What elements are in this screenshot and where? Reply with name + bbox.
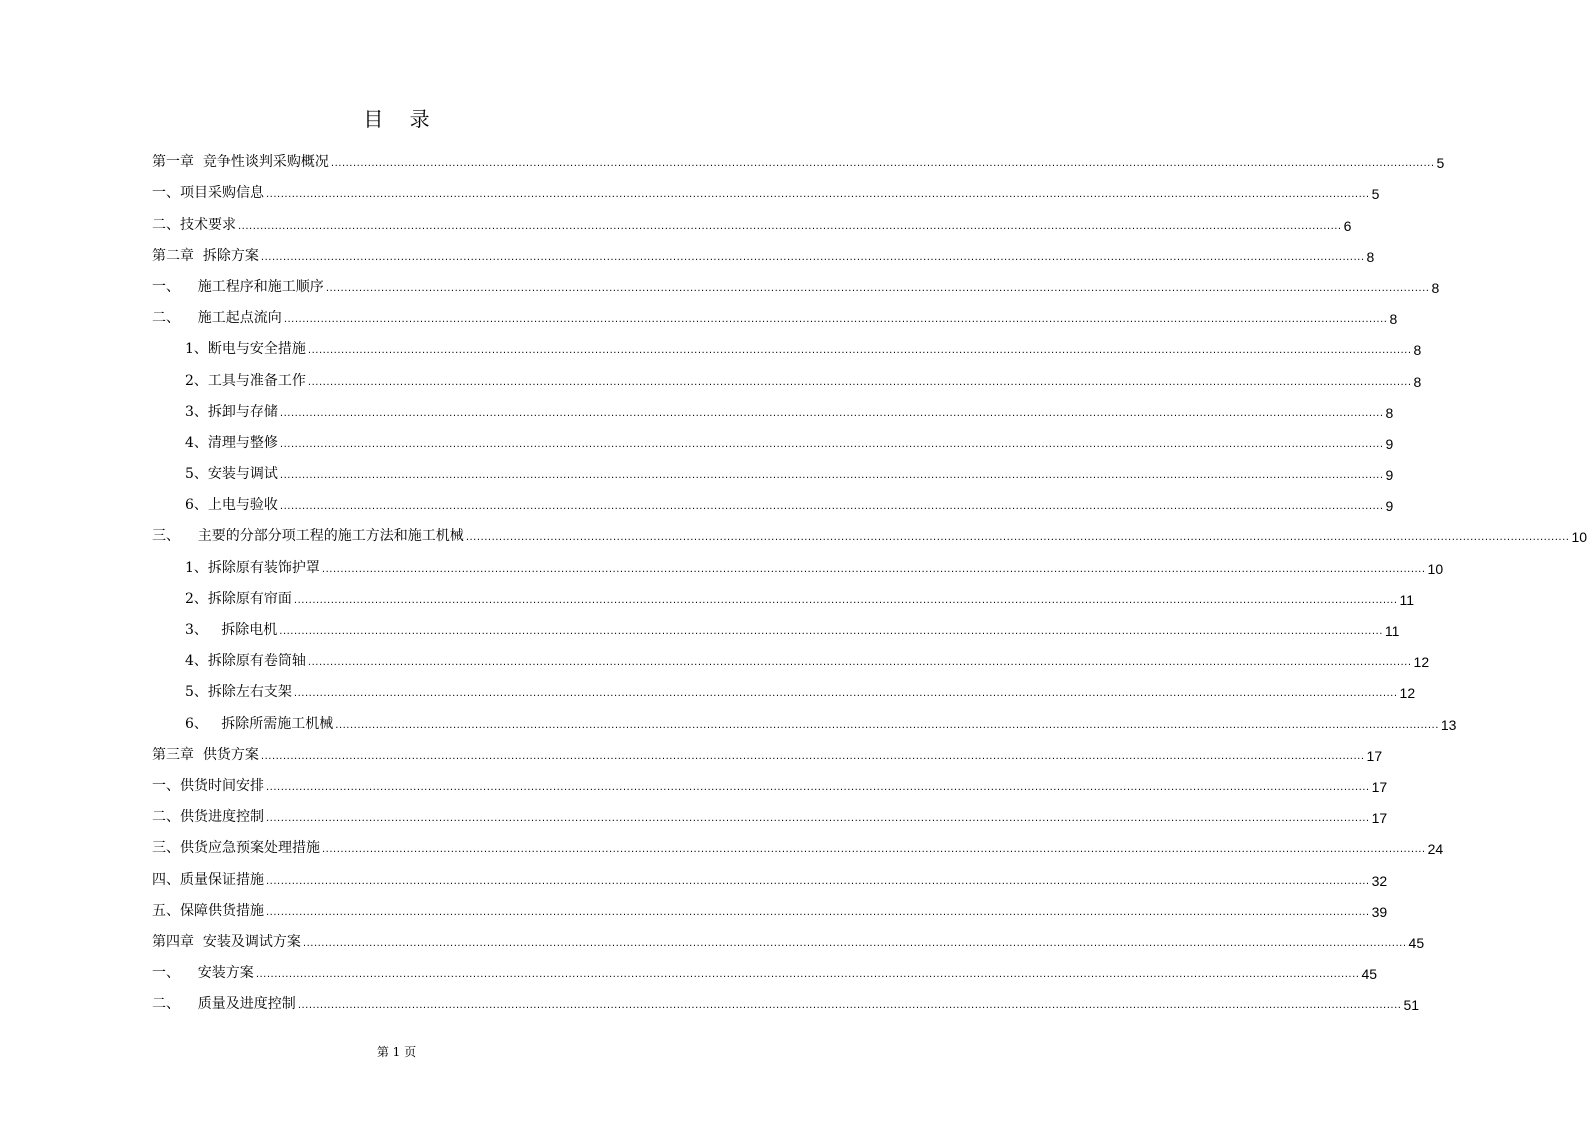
toc-entry-label: 二、 质量及进度控制 <box>152 996 296 1013</box>
toc-entry[interactable] <box>152 639 1430 671</box>
toc-entry-page: 9 <box>1385 467 1394 484</box>
toc-entry-label: 5、拆除左右支架 <box>185 684 292 701</box>
toc-entry-label: 1、拆除原有装饰护罩 <box>185 559 320 576</box>
toc-entry-label: 一、 施工程序和施工顺序 <box>152 278 324 295</box>
toc-leader-dots: ............................................................................................................................................................................................................................................................................................................ <box>322 844 1426 856</box>
toc-entry[interactable] <box>152 951 1378 983</box>
toc-entry-page: 8 <box>1431 279 1440 296</box>
toc-leader-dots: ............................................................................................................................................................................................................................................................................................................ <box>307 345 1412 357</box>
toc-leader-dots: ............................................................................................................................................................................................................................................................................................................ <box>293 688 1398 700</box>
toc-entry-page: 8 <box>1385 404 1394 421</box>
toc-entry-label: 一、项目采购信息 <box>152 185 264 202</box>
toc-entry-label: 二、 施工起点流向 <box>152 310 282 327</box>
toc-entry[interactable] <box>152 577 1415 608</box>
toc-entry[interactable] <box>152 171 1380 203</box>
toc-entry[interactable] <box>152 296 1398 328</box>
toc-entry-page: 39 <box>1371 903 1388 920</box>
toc-leader-dots: ............................................................................................................................................................................................................................................................................................................ <box>325 282 1430 294</box>
toc-entry-page: 12 <box>1399 685 1416 702</box>
toc-entry-page: 8 <box>1413 373 1422 390</box>
toc-entry[interactable] <box>152 545 1444 577</box>
toc-leader-dots: ............................................................................................................................................................................................................................................................................................................ <box>279 407 1384 419</box>
toc-entry-label: 4、拆除原有卷筒轴 <box>185 653 306 670</box>
toc-entry-page: 11 <box>1399 591 1415 608</box>
toc-leader-dots: ............................................................................................................................................................................................................................................................................................................ <box>465 532 1570 544</box>
toc-entry[interactable] <box>152 140 1445 172</box>
toc-entry-label: 第一章 竞争性谈判采购概况 <box>152 154 329 171</box>
toc-entry[interactable] <box>152 514 1587 546</box>
toc-entry-page: 10 <box>1571 529 1587 546</box>
page-footer: 第 1 页 <box>376 1045 417 1059</box>
toc-entry[interactable] <box>152 826 1444 858</box>
toc-leader-dots: ............................................................................................................................................................................................................................................................................................................ <box>266 189 1370 201</box>
toc-leader-dots: ............................................................................................................................................................................................................................................................................................................ <box>279 626 1383 637</box>
toc-entry-page: 9 <box>1385 435 1394 452</box>
toc-entry-label: 一、供货时间安排 <box>152 777 264 794</box>
toc-entry[interactable] <box>152 327 1422 359</box>
toc-leader-dots: ............................................................................................................................................................................................................................................................................................................ <box>260 750 1365 762</box>
toc-entry[interactable] <box>152 764 1388 795</box>
toc-entry-label: 第二章 拆除方案 <box>152 247 259 264</box>
toc-entry[interactable] <box>152 857 1388 889</box>
toc-entry[interactable] <box>152 234 1375 265</box>
toc-entry[interactable] <box>152 421 1394 452</box>
toc-entry-page: 45 <box>1361 966 1378 983</box>
toc-entry-page: 17 <box>1366 747 1383 764</box>
toc-entry-label: 三、供货应急预案处理措施 <box>152 840 320 857</box>
toc-leader-dots: ............................................................................................................................................................................................................................................................................................................ <box>330 158 1435 170</box>
toc-entry[interactable] <box>152 733 1383 764</box>
toc-entry-page: 8 <box>1389 311 1398 328</box>
toc-entry[interactable] <box>152 701 1457 733</box>
toc-entry-label: 一、 安装方案 <box>152 965 254 982</box>
toc-leader-dots: ............................................................................................................................................................................................................................................................................................................ <box>302 937 1407 949</box>
toc-entry[interactable] <box>152 982 1420 1014</box>
toc-entry-page: 45 <box>1408 934 1425 951</box>
toc-leader-dots: ............................................................................................................................................................................................................................................................................................................ <box>266 875 1370 887</box>
toc-leader-dots: ............................................................................................................................................................................................................................................................................................................ <box>279 438 1384 450</box>
toc-entry-label: 6、 拆除所需施工机械 <box>185 715 334 732</box>
toc-leader-dots: ............................................................................................................................................................................................................................................................................................................ <box>266 813 1370 825</box>
toc-entry-label: 2、工具与准备工作 <box>185 372 306 389</box>
toc-entry[interactable] <box>152 452 1394 484</box>
toc-leader-dots: ............................................................................................................................................................................................................................................................................................................ <box>279 470 1384 482</box>
toc-leader-dots: ............................................................................................................................................................................................................................................................................................................ <box>321 563 1426 575</box>
toc-entry-page: 24 <box>1427 841 1444 858</box>
toc-entry-page: 8 <box>1366 248 1375 265</box>
toc-entry-label: 四、质量保证措施 <box>152 871 264 888</box>
toc-leader-dots: ............................................................................................................................................................................................................................................................................................................ <box>307 376 1412 388</box>
toc-entry-label: 6、上电与验收 <box>185 497 278 514</box>
toc-leader-dots: ............................................................................................................................................................................................................................................................................................................ <box>307 657 1412 669</box>
table-of-contents <box>152 140 1587 1014</box>
toc-entry[interactable] <box>152 358 1422 390</box>
toc-entry-page: 11 <box>1384 623 1400 639</box>
toc-entry-label: 第四章 安装及调试方案 <box>152 933 301 950</box>
toc-leader-dots: ............................................................................................................................................................................................................................................................................................................ <box>293 594 1398 606</box>
toc-entry-page: 10 <box>1427 560 1444 577</box>
toc-leader-dots: ............................................................................................................................................................................................................................................................................................................ <box>335 719 1439 731</box>
toc-entry-label: 4、清理与整修 <box>185 434 278 451</box>
toc-entry-page: 5 <box>1371 186 1380 203</box>
toc-entry[interactable] <box>152 608 1400 639</box>
toc-entry[interactable] <box>152 670 1416 702</box>
toc-entry-label: 三、 主要的分部分项工程的施工方法和施工机械 <box>152 528 464 545</box>
toc-entry-label: 3、拆卸与存储 <box>185 403 278 420</box>
toc-leader-dots: ............................................................................................................................................................................................................................................................................................................ <box>238 220 1342 232</box>
toc-leader-dots: ............................................................................................................................................................................................................................................................................................................ <box>279 501 1384 513</box>
toc-entry-page: 9 <box>1385 498 1394 515</box>
toc-entry-label: 第三章 供货方案 <box>152 746 259 763</box>
toc-title: 目 录 <box>363 107 440 131</box>
toc-entry-label: 2、拆除原有帘面 <box>185 590 292 607</box>
toc-entry[interactable] <box>152 795 1388 827</box>
toc-entry[interactable] <box>152 265 1440 296</box>
toc-entry-label: 五、保障供货措施 <box>152 902 264 919</box>
toc-entry[interactable] <box>152 889 1388 920</box>
toc-entry-page: 17 <box>1371 810 1388 827</box>
toc-entry[interactable] <box>152 202 1352 234</box>
toc-entry[interactable] <box>152 920 1425 951</box>
toc-entry[interactable] <box>152 390 1394 421</box>
toc-entry-label: 1、断电与安全措施 <box>185 341 306 358</box>
toc-leader-dots: ............................................................................................................................................................................................................................................................................................................ <box>283 314 1388 326</box>
toc-leader-dots: ............................................................................................................................................................................................................................................................................................................ <box>266 781 1370 793</box>
toc-entry-label: 二、技术要求 <box>152 216 236 233</box>
toc-entry-page: 12 <box>1413 654 1430 671</box>
toc-entry-label: 3、 拆除电机 <box>185 622 278 638</box>
toc-leader-dots: ............................................................................................................................................................................................................................................................................................................ <box>297 1000 1402 1012</box>
toc-entry-label: 5、安装与调试 <box>185 466 278 483</box>
toc-entry-page: 5 <box>1436 155 1445 172</box>
toc-leader-dots: ............................................................................................................................................................................................................................................................................................................ <box>260 251 1365 263</box>
toc-entry-page: 13 <box>1440 716 1457 733</box>
toc-leader-dots: ............................................................................................................................................................................................................................................................................................................ <box>266 906 1370 918</box>
toc-entry[interactable] <box>152 483 1394 515</box>
toc-entry-page: 17 <box>1371 778 1388 795</box>
toc-entry-page: 32 <box>1371 872 1388 889</box>
toc-entry-page: 51 <box>1403 997 1420 1014</box>
toc-entry-label: 二、供货进度控制 <box>152 809 264 826</box>
toc-entry-page: 8 <box>1413 342 1422 359</box>
toc-leader-dots: ............................................................................................................................................................................................................................................................................................................ <box>255 969 1360 981</box>
toc-entry-page: 6 <box>1343 217 1352 234</box>
